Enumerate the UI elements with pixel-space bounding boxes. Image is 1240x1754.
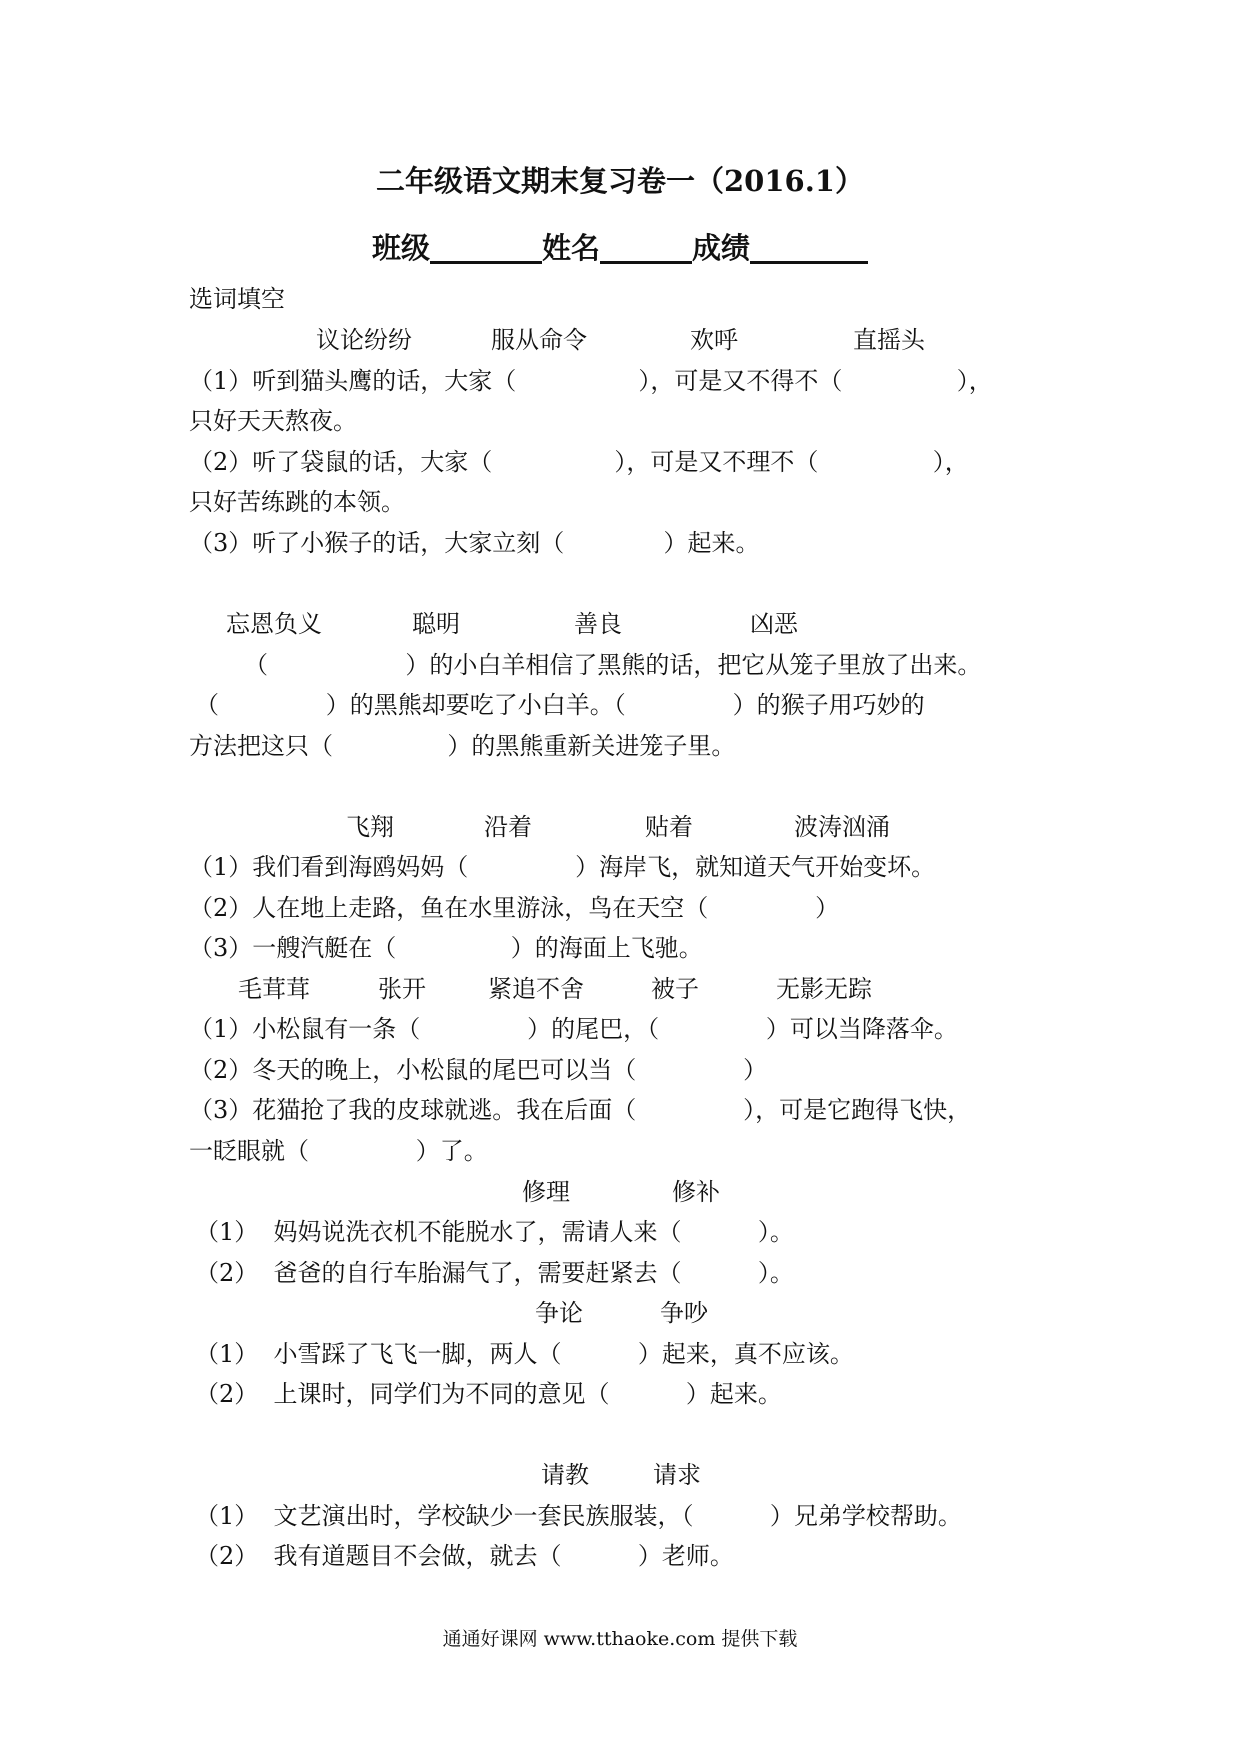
footer-credit: 通通好课网 www.tthaoke.com 提供下载 (442, 1628, 798, 1650)
question-line: （1） 妈妈说洗衣机不能脱水了，需请人来（ ）。 (195, 1218, 794, 1246)
word-option: 贴着 (645, 813, 693, 841)
question-line: （1）我们看到海鸥妈妈（ ）海岸飞，就知道天气开始变坏。 (189, 853, 936, 881)
word-option: 波涛汹涌 (794, 813, 890, 841)
word-option: 毛茸茸 (238, 975, 310, 1003)
word-option: 修理 (522, 1178, 570, 1206)
question-line: （2）听了袋鼠的话，大家（ ），可是又不理不（ ）， (189, 448, 969, 476)
word-option: 沿着 (484, 813, 532, 841)
word-option: 服从命令 (491, 326, 587, 354)
word-option: 紧追不舍 (488, 975, 584, 1003)
word-option: 争吵 (660, 1299, 708, 1327)
word-option: 直摇头 (853, 326, 925, 354)
page-title: 二年级语文期末复习卷一（2016.1） (376, 164, 864, 198)
question-line: （2）人在地上走路，鱼在水里游泳，鸟在天空（ ） (189, 894, 840, 922)
word-option: 修补 (672, 1178, 720, 1206)
class-label: 班级 (371, 231, 430, 265)
score-blank[interactable] (750, 231, 868, 264)
question-line: 只好苦练跳的本领。 (189, 488, 405, 516)
word-option: 被子 (651, 975, 699, 1003)
question-line: （1） 小雪踩了飞飞一脚，两人（ ）起来，真不应该。 (195, 1340, 854, 1368)
section-title: 选词填空 (189, 285, 285, 313)
word-option: 欢呼 (690, 326, 738, 354)
question-line: （3）一艘汽艇在（ ）的海面上飞驰。 (189, 934, 703, 962)
question-line: 只好天天熬夜。 (189, 407, 357, 435)
question-line: （2）冬天的晚上，小松鼠的尾巴可以当（ ） (189, 1056, 768, 1084)
question-line: （1） 文艺演出时，学校缺少一套民族服装，（ ）兄弟学校帮助。 (195, 1502, 962, 1530)
word-option: 忘恩负义 (226, 610, 322, 638)
question-line: （1）听到猫头鹰的话，大家（ ），可是又不得不（ ）， (189, 367, 993, 395)
question-line: （ ）的黑熊却要吃了小白羊。（ ）的猴子用巧妙的 (195, 691, 925, 719)
word-option: 请求 (653, 1461, 701, 1489)
question-line: （2） 上课时，同学们为不同的意见（ ）起来。 (195, 1380, 782, 1408)
word-option: 张开 (378, 975, 426, 1003)
class-blank[interactable] (430, 231, 542, 264)
score-label: 成绩 (692, 231, 751, 265)
question-line: （ ）的小白羊相信了黑熊的话，把它从笼子里放了出来。 (244, 651, 982, 679)
name-blank[interactable] (600, 231, 692, 264)
word-option: 无影无踪 (776, 975, 872, 1003)
question-line: （1）小松鼠有一条（ ）的尾巴，（ ）可以当降落伞。 (189, 1015, 958, 1043)
student-info-header (0, 228, 1240, 268)
question-line: （3）花猫抢了我的皮球就逃。我在后面（ ），可是它跑得飞快， (189, 1096, 972, 1124)
word-option: 请教 (541, 1461, 589, 1489)
name-label: 姓名 (541, 231, 600, 265)
question-line: （2） 我有道题目不会做，就去（ ）老师。 (195, 1542, 734, 1570)
word-option: 争论 (535, 1299, 583, 1327)
question-line: （3）听了小猴子的话，大家立刻（ ）起来。 (189, 529, 760, 557)
word-option: 聪明 (412, 610, 460, 638)
word-option: 善良 (574, 610, 622, 638)
word-option: 飞翔 (346, 813, 394, 841)
question-line: （2） 爸爸的自行车胎漏气了，需要赶紧去（ ）。 (195, 1259, 794, 1287)
word-option: 凶恶 (750, 610, 798, 638)
question-line: 方法把这只（ ）的黑熊重新关进笼子里。 (189, 732, 736, 760)
question-line: 一眨眼就（ ）了。 (189, 1137, 488, 1165)
word-option: 议论纷纷 (316, 326, 412, 354)
